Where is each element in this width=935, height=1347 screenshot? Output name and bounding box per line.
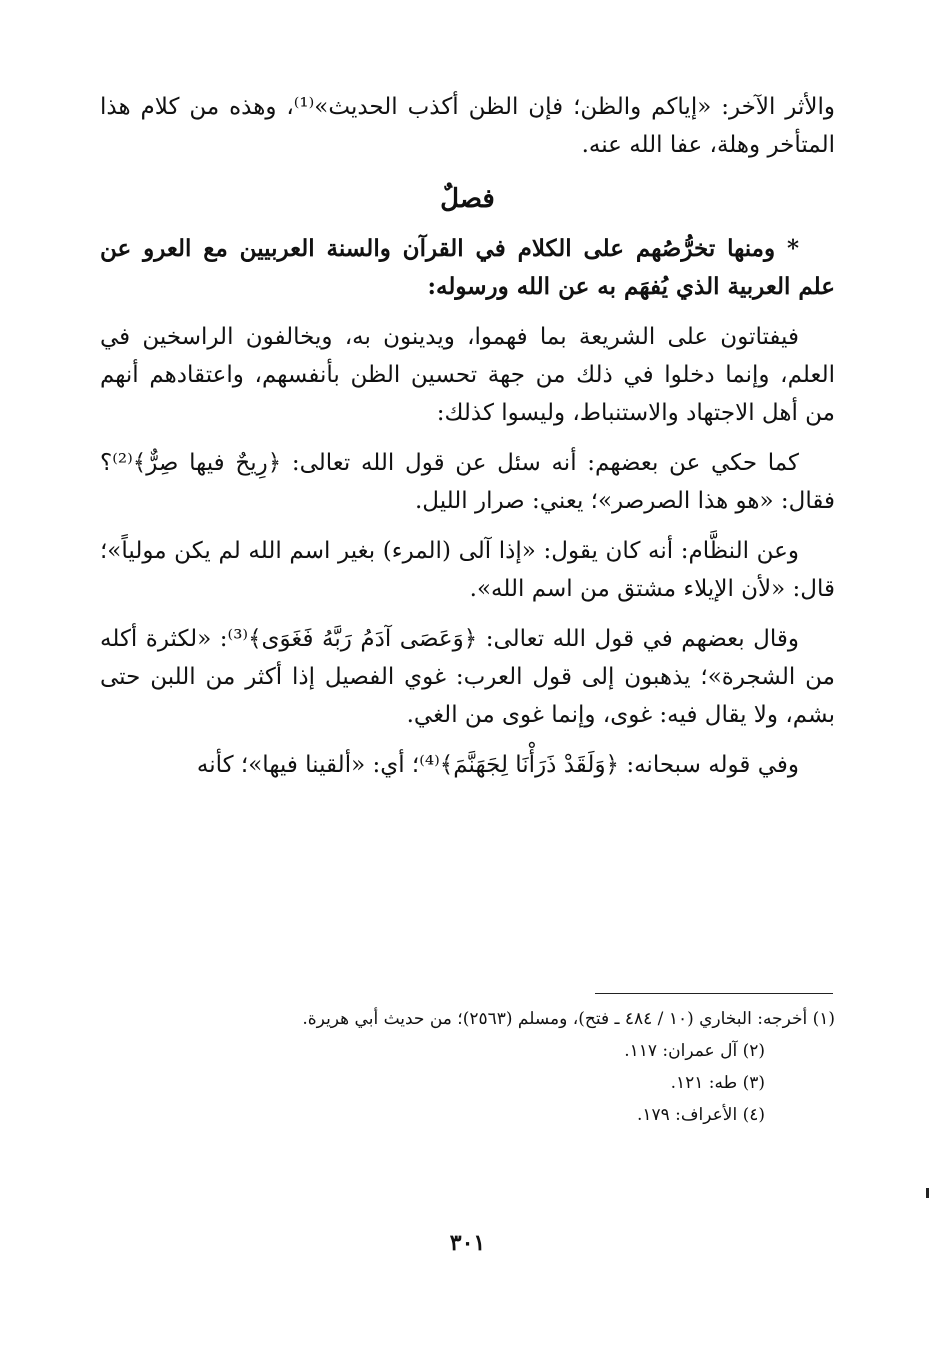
footnote-2: (٢) آل عمران: ١١٧. <box>624 1041 765 1061</box>
footnote-1: (١) أخرجه: البخاري (١٠ / ٤٨٤ ـ فتح)، ومسلم (٢٥٦٣)؛ من حديث أبي هريرة. <box>302 1009 835 1029</box>
footnotes <box>100 1003 835 1131</box>
section-heading: فصلٌ <box>440 184 495 214</box>
scan-edge-mark <box>926 1188 929 1198</box>
page-number: ٣٠١ <box>449 1230 486 1256</box>
paragraph-example-1: كما حكي عن بعضهم: أنه سئل عن قول الله تعالى: ﴿رِيحٌ فيها صِرٌّ﴾⁽²⁾؟ فقال: «هو هذا الصرصر»؛ يعني: صرار الليل. <box>100 450 835 514</box>
footnote-divider <box>595 993 833 994</box>
paragraph-example-2: وعن النظَّام: أنه كان يقول: «إذا آلى (المرء) بغير اسم الله لم يكن مولياً»؛ قال: «لأن الإيلاء مشتق من اسم الله». <box>100 538 835 602</box>
paragraph-explanation: فيفتاتون على الشريعة بما فهموا، ويدينون به، ويخالفون الراسخين في العلم، وإنما دخلوا في ذلك من جهة تحسين الظن بأنفسهم، واعتقادهم أنهم من أهل الاجتهاد والاستنباط، وليسوا كذلك: <box>100 324 835 426</box>
paragraph-intro: والأثر الآخر: «إياكم والظن؛ فإن الظن أكذب الحديث»⁽¹⁾، وهذه من كلام هذا المتأخر وهلة، عفا الله عنه. <box>100 94 835 158</box>
footnote-3: (٣) طه: ١٢١. <box>670 1073 765 1093</box>
paragraph-topic: * ومنها تخرُّصُهم على الكلام في القرآن والسنة العربيين مع العرو عن علم العربية الذي يُفهَم به عن الله ورسوله: <box>100 235 835 300</box>
paragraph-example-4: وفي قوله سبحانه: ﴿وَلَقَدْ ذَرَأْنَا لِجَهَنَّمَ﴾⁽⁴⁾؛ أي: «ألقينا فيها»؛ كأنه <box>196 752 799 778</box>
footnote-4: (٤) الأعراف: ١٧٩. <box>636 1105 765 1125</box>
paragraph-example-3: وقال بعضهم في قول الله تعالى: ﴿وَعَصَى آدَمُ رَبَّهُ فَغَوَى﴾⁽³⁾: «لكثرة أكله من الشجرة»؛ يذهبون إلى قول العرب: غوي الفصيل إذا أكثر من اللبن حتى بشم، ولا يقال فيه: غوى، وإنما غوى من الغي. <box>100 626 835 728</box>
page-body <box>100 88 835 784</box>
